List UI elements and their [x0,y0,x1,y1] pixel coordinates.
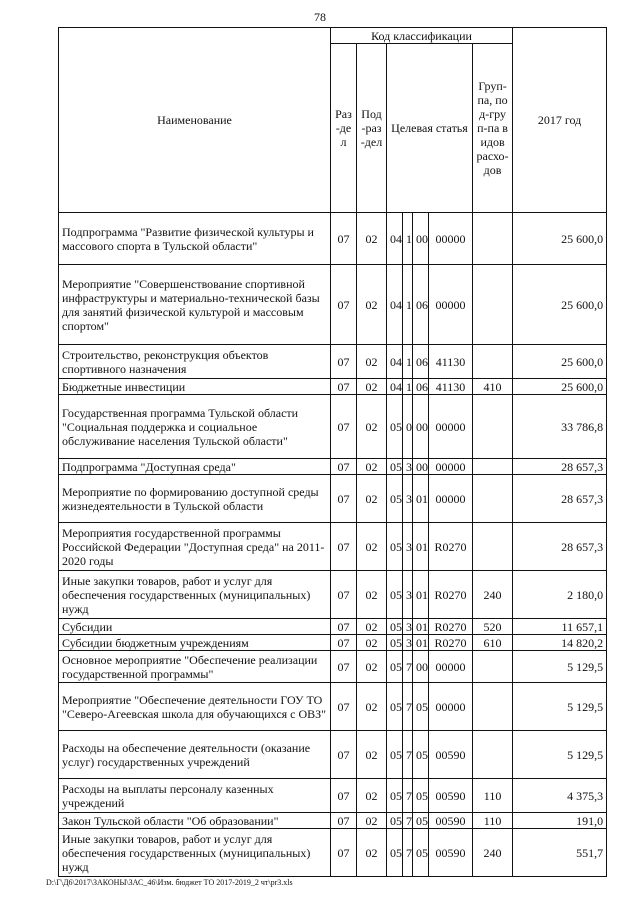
header-podrazdel: Под-раз-дел [357,44,387,213]
row-razdel: 07 [331,395,357,459]
row-expense-type: 240 [473,571,513,619]
row-target-direction: 00000 [429,213,473,265]
row-name: Иные закупки товаров, работ и услуг для обеспечения государственных (муниципальных) нужд [59,829,331,877]
table-row [59,683,607,731]
row-razdel: 07 [331,523,357,571]
row-amount: 5 129,5 [513,731,607,779]
table-row [59,651,607,683]
row-expense-type: 410 [473,379,513,395]
row-target-subprogram: 7 [403,731,413,779]
row-podrazdel: 02 [357,813,387,829]
table-row [59,459,607,475]
table-row [59,345,607,379]
row-podrazdel: 02 [357,379,387,395]
row-target-direction: 00590 [429,829,473,877]
row-razdel: 07 [331,459,357,475]
row-name: Бюджетные инвестиции [59,379,331,395]
row-target-direction: 00590 [429,779,473,813]
row-name: Субсидии [59,619,331,635]
row-target-event: 06 [413,265,429,345]
row-expense-type: 240 [473,829,513,877]
header-year: 2017 год [513,28,607,213]
row-target-event: 00 [413,459,429,475]
row-amount: 28 657,3 [513,523,607,571]
row-amount: 191,0 [513,813,607,829]
row-target-subprogram: 1 [403,265,413,345]
table-row [59,379,607,395]
row-target-program: 04 [387,345,403,379]
page-number: 78 [314,10,326,24]
row-target-direction: R0270 [429,571,473,619]
row-expense-type [473,683,513,731]
table-row [59,475,607,523]
row-target-program: 05 [387,523,403,571]
row-expense-type [473,213,513,265]
header-celevaya: Целевая статья [387,44,473,213]
row-razdel: 07 [331,379,357,395]
row-amount: 14 820,2 [513,635,607,651]
row-target-event: 05 [413,683,429,731]
row-razdel: 07 [331,683,357,731]
row-target-program: 05 [387,779,403,813]
row-razdel: 07 [331,635,357,651]
row-razdel: 07 [331,731,357,779]
row-target-subprogram: 7 [403,651,413,683]
row-name: Мероприятия государственной программы Российской Федерации "Доступная среда" на 2011-2020 годы [59,523,331,571]
header-gruppa: Груп-па, под-груп-па видов расхо-дов [473,44,513,213]
row-expense-type: 520 [473,619,513,635]
row-expense-type [473,265,513,345]
row-podrazdel: 02 [357,635,387,651]
table-row [59,265,607,345]
row-name: Субсидии бюджетным учреждениям [59,635,331,651]
row-target-event: 05 [413,731,429,779]
row-amount: 5 129,5 [513,683,607,731]
row-name: Мероприятие "Совершенствование спортивной инфраструктуры и материально-технической базы для занятий физической культурой и массовым спортом" [59,265,331,345]
row-target-event: 01 [413,475,429,523]
row-target-subprogram: 3 [403,475,413,523]
row-target-subprogram: 7 [403,779,413,813]
row-razdel: 07 [331,829,357,877]
row-target-direction: 00000 [429,683,473,731]
table-row [59,619,607,635]
row-target-subprogram: 3 [403,571,413,619]
row-target-subprogram: 0 [403,395,413,459]
row-podrazdel: 02 [357,829,387,877]
row-podrazdel: 02 [357,683,387,731]
table-row [59,635,607,651]
row-target-subprogram: 1 [403,345,413,379]
row-target-event: 01 [413,635,429,651]
row-expense-type [473,475,513,523]
row-target-subprogram: 3 [403,619,413,635]
row-amount: 2 180,0 [513,571,607,619]
row-name: Строительство, реконструкция объектов спортивного назначения [59,345,331,379]
row-name: Подпрограмма "Доступная среда" [59,459,331,475]
row-target-event: 06 [413,379,429,395]
row-target-subprogram: 3 [403,459,413,475]
row-razdel: 07 [331,651,357,683]
row-razdel: 07 [331,213,357,265]
row-razdel: 07 [331,571,357,619]
table-row [59,813,607,829]
row-razdel: 07 [331,779,357,813]
row-target-program: 04 [387,213,403,265]
row-podrazdel: 02 [357,475,387,523]
row-target-program: 05 [387,813,403,829]
row-target-subprogram: 3 [403,523,413,571]
row-target-direction: R0270 [429,619,473,635]
row-target-event: 00 [413,213,429,265]
row-amount: 4 375,3 [513,779,607,813]
row-target-direction: 00000 [429,651,473,683]
header-name: Наименование [59,28,331,213]
row-podrazdel: 02 [357,213,387,265]
row-amount: 25 600,0 [513,213,607,265]
row-target-direction: 41130 [429,345,473,379]
row-expense-type [473,731,513,779]
row-amount: 25 600,0 [513,265,607,345]
row-razdel: 07 [331,813,357,829]
row-amount: 25 600,0 [513,379,607,395]
budget-table [58,27,607,877]
row-expense-type [473,395,513,459]
row-target-program: 04 [387,265,403,345]
row-podrazdel: 02 [357,265,387,345]
table-row [59,395,607,459]
row-amount: 551,7 [513,829,607,877]
row-amount: 28 657,3 [513,475,607,523]
row-target-direction: 41130 [429,379,473,395]
row-target-direction: 00000 [429,459,473,475]
row-podrazdel: 02 [357,395,387,459]
row-name: Иные закупки товаров, работ и услуг для обеспечения государственных (муниципальных) нужд [59,571,331,619]
row-razdel: 07 [331,345,357,379]
row-target-direction: 00590 [429,731,473,779]
row-target-event: 00 [413,395,429,459]
row-target-subprogram: 7 [403,813,413,829]
row-name: Мероприятие по формированию доступной среды жизнедеятельности в Тульской области [59,475,331,523]
row-podrazdel: 02 [357,571,387,619]
row-amount: 11 657,1 [513,619,607,635]
row-target-event: 01 [413,619,429,635]
row-target-direction: 00000 [429,395,473,459]
row-expense-type: 110 [473,779,513,813]
row-expense-type: 610 [473,635,513,651]
row-name: Расходы на выплаты персоналу казенных учреждений [59,779,331,813]
row-expense-type [473,651,513,683]
row-target-program: 05 [387,731,403,779]
row-target-direction: 00590 [429,813,473,829]
table-row [59,213,607,265]
row-podrazdel: 02 [357,731,387,779]
row-target-program: 04 [387,379,403,395]
row-name: Закон Тульской области "Об образовании" [59,813,331,829]
row-expense-type: 110 [473,813,513,829]
header-razdel: Раз-дел [331,44,357,213]
row-podrazdel: 02 [357,779,387,813]
row-name: Подпрограмма "Развитие физической культуры и массового спорта в Тульской области" [59,213,331,265]
row-target-program: 05 [387,459,403,475]
table-row [59,829,607,877]
table-row [59,523,607,571]
row-target-program: 05 [387,635,403,651]
row-razdel: 07 [331,619,357,635]
row-target-subprogram: 1 [403,213,413,265]
table-row [59,779,607,813]
row-target-program: 05 [387,651,403,683]
row-expense-type [473,459,513,475]
row-expense-type [473,523,513,571]
header-code-group: Код классификации [331,28,513,44]
row-name: Расходы на обеспечение деятельности (оказание услуг) государственных учреждений [59,731,331,779]
row-podrazdel: 02 [357,523,387,571]
row-razdel: 07 [331,265,357,345]
table-row [59,571,607,619]
row-target-program: 05 [387,683,403,731]
row-target-program: 05 [387,619,403,635]
row-target-direction: 00000 [429,265,473,345]
row-target-event: 01 [413,523,429,571]
row-target-program: 05 [387,829,403,877]
row-target-program: 05 [387,395,403,459]
row-target-event: 05 [413,813,429,829]
row-target-event: 05 [413,829,429,877]
row-podrazdel: 02 [357,345,387,379]
row-expense-type [473,345,513,379]
row-target-program: 05 [387,571,403,619]
row-amount: 5 129,5 [513,651,607,683]
file-path-footer: D:\Г\Д6\2017\ЗАКОНЫ\ЗАС_46\Изм. бюджет ТО 2017-2019_2 чт\pr3.xls [46,878,293,887]
row-podrazdel: 02 [357,459,387,475]
row-target-subprogram: 3 [403,635,413,651]
row-target-program: 05 [387,475,403,523]
row-target-subprogram: 7 [403,829,413,877]
row-name: Основное мероприятие "Обеспечение реализации государственной программы" [59,651,331,683]
row-target-direction: 00000 [429,475,473,523]
row-razdel: 07 [331,475,357,523]
row-target-event: 01 [413,571,429,619]
row-target-subprogram: 7 [403,683,413,731]
row-target-subprogram: 1 [403,379,413,395]
row-target-direction: R0270 [429,635,473,651]
row-target-event: 05 [413,779,429,813]
table-row [59,731,607,779]
row-amount: 33 786,8 [513,395,607,459]
row-target-event: 00 [413,651,429,683]
row-podrazdel: 02 [357,619,387,635]
row-amount: 25 600,0 [513,345,607,379]
row-name: Государственная программа Тульской области "Социальная поддержка и социальное обслуживание населения Тульской области" [59,395,331,459]
row-amount: 28 657,3 [513,459,607,475]
row-name: Мероприятие "Обеспечение деятельности ГОУ ТО "Северо-Агеевская школа для обучающихся с ОВЗ" [59,683,331,731]
row-podrazdel: 02 [357,651,387,683]
row-target-event: 06 [413,345,429,379]
row-target-direction: R0270 [429,523,473,571]
